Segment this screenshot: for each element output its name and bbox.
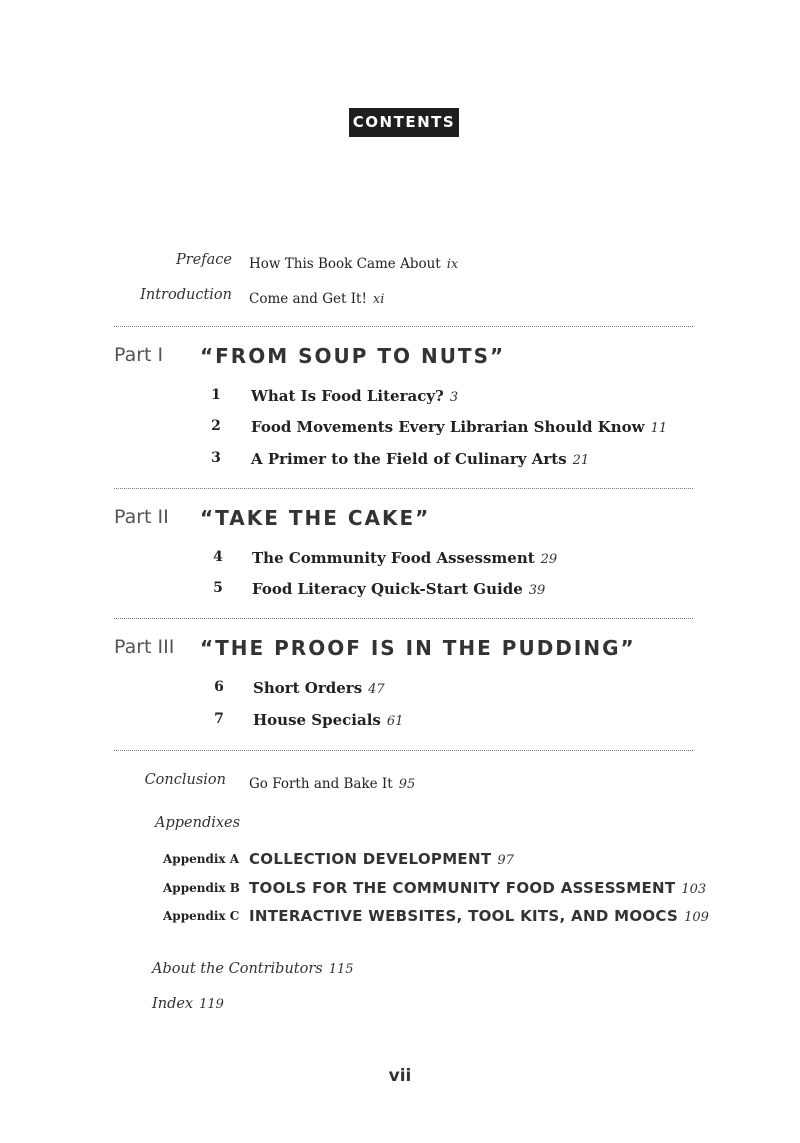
introduction-label: Introduction xyxy=(140,287,232,303)
preface-label: Preface xyxy=(176,252,232,268)
appendix-title: INTERACTIVE WEBSITES, TOOL KITS, AND MOOCS xyxy=(249,907,679,925)
part-2-label: Part II xyxy=(114,506,169,528)
chapter-number: 3 xyxy=(211,450,221,466)
chapter-5-entry[interactable] xyxy=(252,579,545,598)
contents-heading: CONTENTS xyxy=(349,108,459,137)
entry-title: About the Contributors xyxy=(152,961,323,977)
appendix-c-entry[interactable] xyxy=(249,906,709,925)
chapter-title: Food Movements Every Librarian Should Know xyxy=(251,418,645,436)
appendix-a-entry[interactable] xyxy=(249,849,514,868)
chapter-number: 1 xyxy=(211,387,221,403)
dotted-divider xyxy=(114,618,693,619)
chapter-number: 6 xyxy=(214,679,224,695)
chapter-1-entry[interactable] xyxy=(251,386,458,405)
dotted-divider xyxy=(114,750,693,751)
entry-title: Come and Get It! xyxy=(249,291,367,307)
chapter-number: 5 xyxy=(213,580,223,596)
page-number: 21 xyxy=(572,453,590,468)
appendix-b-label: Appendix B xyxy=(163,881,240,895)
page-number: 119 xyxy=(199,997,224,1012)
part-3-label: Part III xyxy=(114,636,175,658)
chapter-title: The Community Food Assessment xyxy=(252,549,535,567)
appendix-a-label: Appendix A xyxy=(163,852,240,866)
page-number: 61 xyxy=(386,714,404,729)
chapter-6-entry[interactable] xyxy=(253,678,385,697)
chapter-4-entry[interactable] xyxy=(252,548,557,567)
part-2-title: “TAKE THE CAKE” xyxy=(200,506,431,530)
chapter-number: 4 xyxy=(213,549,223,565)
page-number: 109 xyxy=(684,910,709,925)
page-number: ix xyxy=(446,257,459,272)
entry-title: How This Book Came About xyxy=(249,256,441,272)
part-1-label: Part I xyxy=(114,344,164,366)
page-number: 103 xyxy=(681,882,707,897)
chapter-3-entry[interactable] xyxy=(251,449,589,468)
appendix-b-entry[interactable] xyxy=(249,878,706,897)
chapter-title: House Specials xyxy=(253,711,381,729)
page-number: 39 xyxy=(528,583,546,598)
dotted-divider xyxy=(114,488,693,489)
entry-title: Go Forth and Bake It xyxy=(249,776,393,792)
appendix-c-label: Appendix C xyxy=(163,909,240,923)
appendixes-heading: Appendixes xyxy=(155,815,241,831)
part-1-title: “FROM SOUP TO NUTS” xyxy=(200,344,506,368)
appendix-title: COLLECTION DEVELOPMENT xyxy=(249,850,492,868)
entry-title: Index xyxy=(152,996,194,1012)
page-number: 11 xyxy=(650,421,668,436)
chapter-title: A Primer to the Field of Culinary Arts xyxy=(251,450,567,468)
chapter-title: What Is Food Literacy? xyxy=(251,387,444,405)
page-number: xi xyxy=(372,292,385,307)
chapter-2-entry[interactable] xyxy=(251,417,667,436)
preface-entry[interactable] xyxy=(249,253,458,272)
page-number: 3 xyxy=(449,390,459,405)
index-entry[interactable] xyxy=(152,993,224,1012)
about-contributors-entry[interactable] xyxy=(152,958,354,977)
conclusion-entry[interactable] xyxy=(249,773,415,792)
chapter-number: 2 xyxy=(211,418,221,434)
chapter-7-entry[interactable] xyxy=(253,710,403,729)
part-3-title: “THE PROOF IS IN THE PUDDING” xyxy=(200,636,636,660)
page-number: 115 xyxy=(328,962,354,977)
page-number: 95 xyxy=(398,777,416,792)
chapter-number: 7 xyxy=(214,711,224,727)
chapter-title: Food Literacy Quick-Start Guide xyxy=(252,580,523,598)
chapter-title: Short Orders xyxy=(253,679,363,697)
appendix-title: TOOLS FOR THE COMMUNITY FOOD ASSESSMENT xyxy=(249,879,676,897)
conclusion-label: Conclusion xyxy=(144,772,226,788)
page-number: 47 xyxy=(368,682,385,697)
page-number: 29 xyxy=(540,552,558,567)
dotted-divider xyxy=(114,326,693,327)
page-number: 97 xyxy=(497,853,514,868)
introduction-entry[interactable] xyxy=(249,288,384,307)
page-folio: vii xyxy=(388,1066,412,1086)
